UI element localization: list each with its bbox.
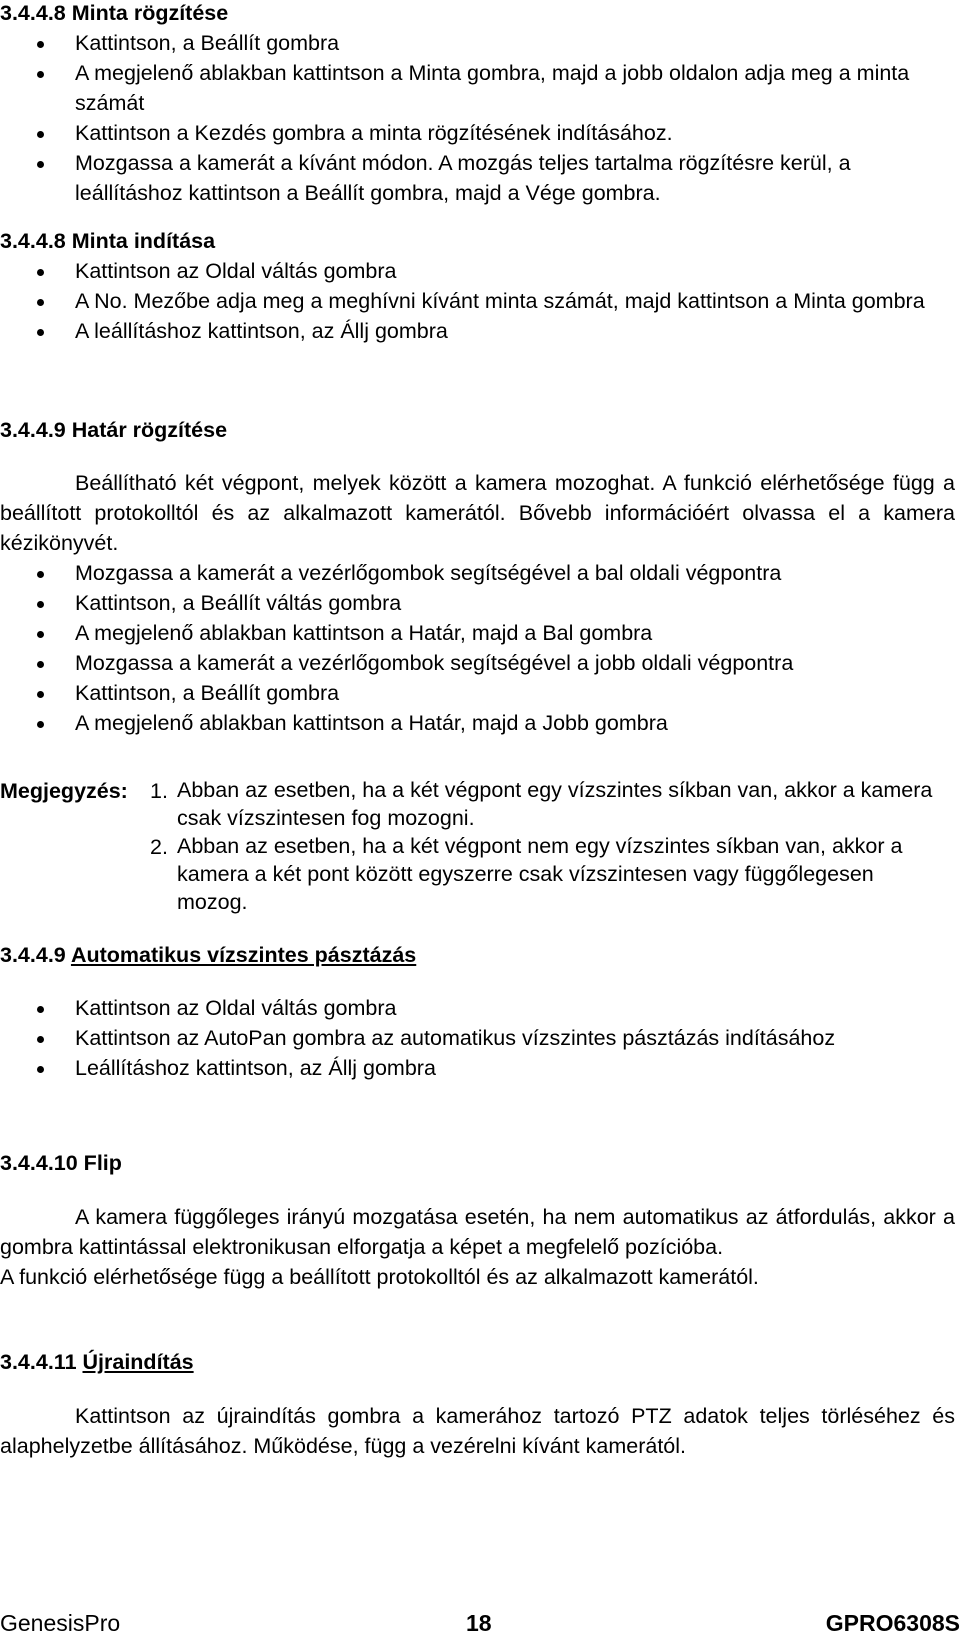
list-item: A megjelenő ablakban kattintson a Határ, majd a Jobb gombra [0,708,960,738]
note-text: Abban az esetben, ha a két végpont egy vízszintes síkban van, akkor a kamera csak vízszintesen fog mozogni. [177,778,933,830]
list-item: A megjelenő ablakban kattintson a Minta gombra, majd a jobb oldalon adja meg a minta számát [0,58,960,118]
page-number: 18 [466,1610,492,1636]
note-number: 2. [150,835,168,859]
page-footer [0,1604,960,1642]
bullet-list [0,256,960,346]
section-title: 3.4.4.9 Határ rögzítése [0,418,228,442]
list-item: A leállításhoz kattintson, az Állj gombra [0,316,960,346]
section-title: 3.4.4.10 Flip [0,1151,122,1175]
list-item: A No. Mezőbe adja meg a meghívni kívánt minta számát, majd kattintson a Minta gombra [0,286,960,316]
section-title-text: Automatikus vízszintes pásztázás [70,943,417,967]
note-block [0,776,960,914]
list-item: Kattintson a Kezdés gombra a minta rögzítésének indításához. [0,118,960,148]
section-minta-inditasa [0,226,960,346]
list-item: Mozgassa a kamerát a vezérlőgombok segítségével a jobb oldali végpontra [0,648,960,678]
paragraph: A funkció elérhetősége függ a beállított protokolltól és az alkalmazott kamerától. [0,1265,759,1289]
bullet-list [0,558,960,738]
section-number: 3.4.4.9 [0,943,71,967]
list-item: Kattintson az Oldal váltás gombra [0,993,960,1023]
list-item: Kattintson az AutoPan gombra az automatikus vízszintes pásztázás indításához [0,1023,960,1053]
list-item: Kattintson, a Beállít gombra [0,678,960,708]
section-number: 3.4.4.11 [0,1350,83,1374]
list-item: Kattintson az Oldal váltás gombra [0,256,960,286]
section-hatar-rogzitese [0,415,960,738]
section-title: 3.4.4.8 Minta rögzítése [0,1,229,25]
section-minta-rogzitese [0,0,960,208]
list-item: A megjelenő ablakban kattintson a Határ, majd a Bal gombra [0,618,960,648]
section-automatikus-pasztazas [0,940,960,1083]
section-intro: Beállítható két végpont, melyek között a kamera mozoghat. A funkció elérhetősége függ a beállított protokolltól és az alkalmazott kamerától. Bővebb információért olvassa el a kamera kézikönyvét. [0,471,955,555]
section-title [0,1347,960,1377]
note-number: 1. [150,779,168,803]
list-item: Mozgassa a kamerát a vezérlőgombok segítségével a bal oldali végpontra [0,558,960,588]
list-item: Mozgassa a kamerát a kívánt módon. A mozgás teljes tartalma rögzítésre kerül, a leállításhoz kattintson a Beállít gombra, majd a Vége gombra. [0,148,960,208]
list-item: Leállításhoz kattintson, az Állj gombra [0,1053,960,1083]
list-item: Kattintson, a Beállít gombra [0,28,960,58]
note-text: Abban az esetben, ha a két végpont nem egy vízszintes síkban van, akkor a kamera a két pont között egyszerre csak vízszintesen vagy függőlegesen mozog. [177,834,903,914]
section-title-text: Újraindítás [82,1350,194,1374]
paragraph: Kattintson az újraindítás gombra a kamerához tartozó PTZ adatok teljes törléséhez és alaphelyzetbe állításához. Működése, függ a vezérelni kívánt kamerától. [0,1404,955,1458]
note-label: Megjegyzés: [0,779,128,803]
section-title: 3.4.4.8 Minta indítása [0,229,216,253]
paragraph: A kamera függőleges irányú mozgatása esetén, ha nem automatikus az átfordulás, akkor a gombra kattintással elektronikusan elforgatja a képet a megfelelő pozícióba. [0,1205,955,1259]
section-flip [0,1148,960,1292]
section-ujrainditas [0,1347,960,1461]
bullet-list [0,993,960,1083]
footer-product: GenesisPro [0,1610,121,1636]
footer-model: GPRO6308S [825,1610,960,1636]
bullet-list [0,28,960,208]
section-title [0,940,960,970]
list-item: Kattintson, a Beállít váltás gombra [0,588,960,618]
